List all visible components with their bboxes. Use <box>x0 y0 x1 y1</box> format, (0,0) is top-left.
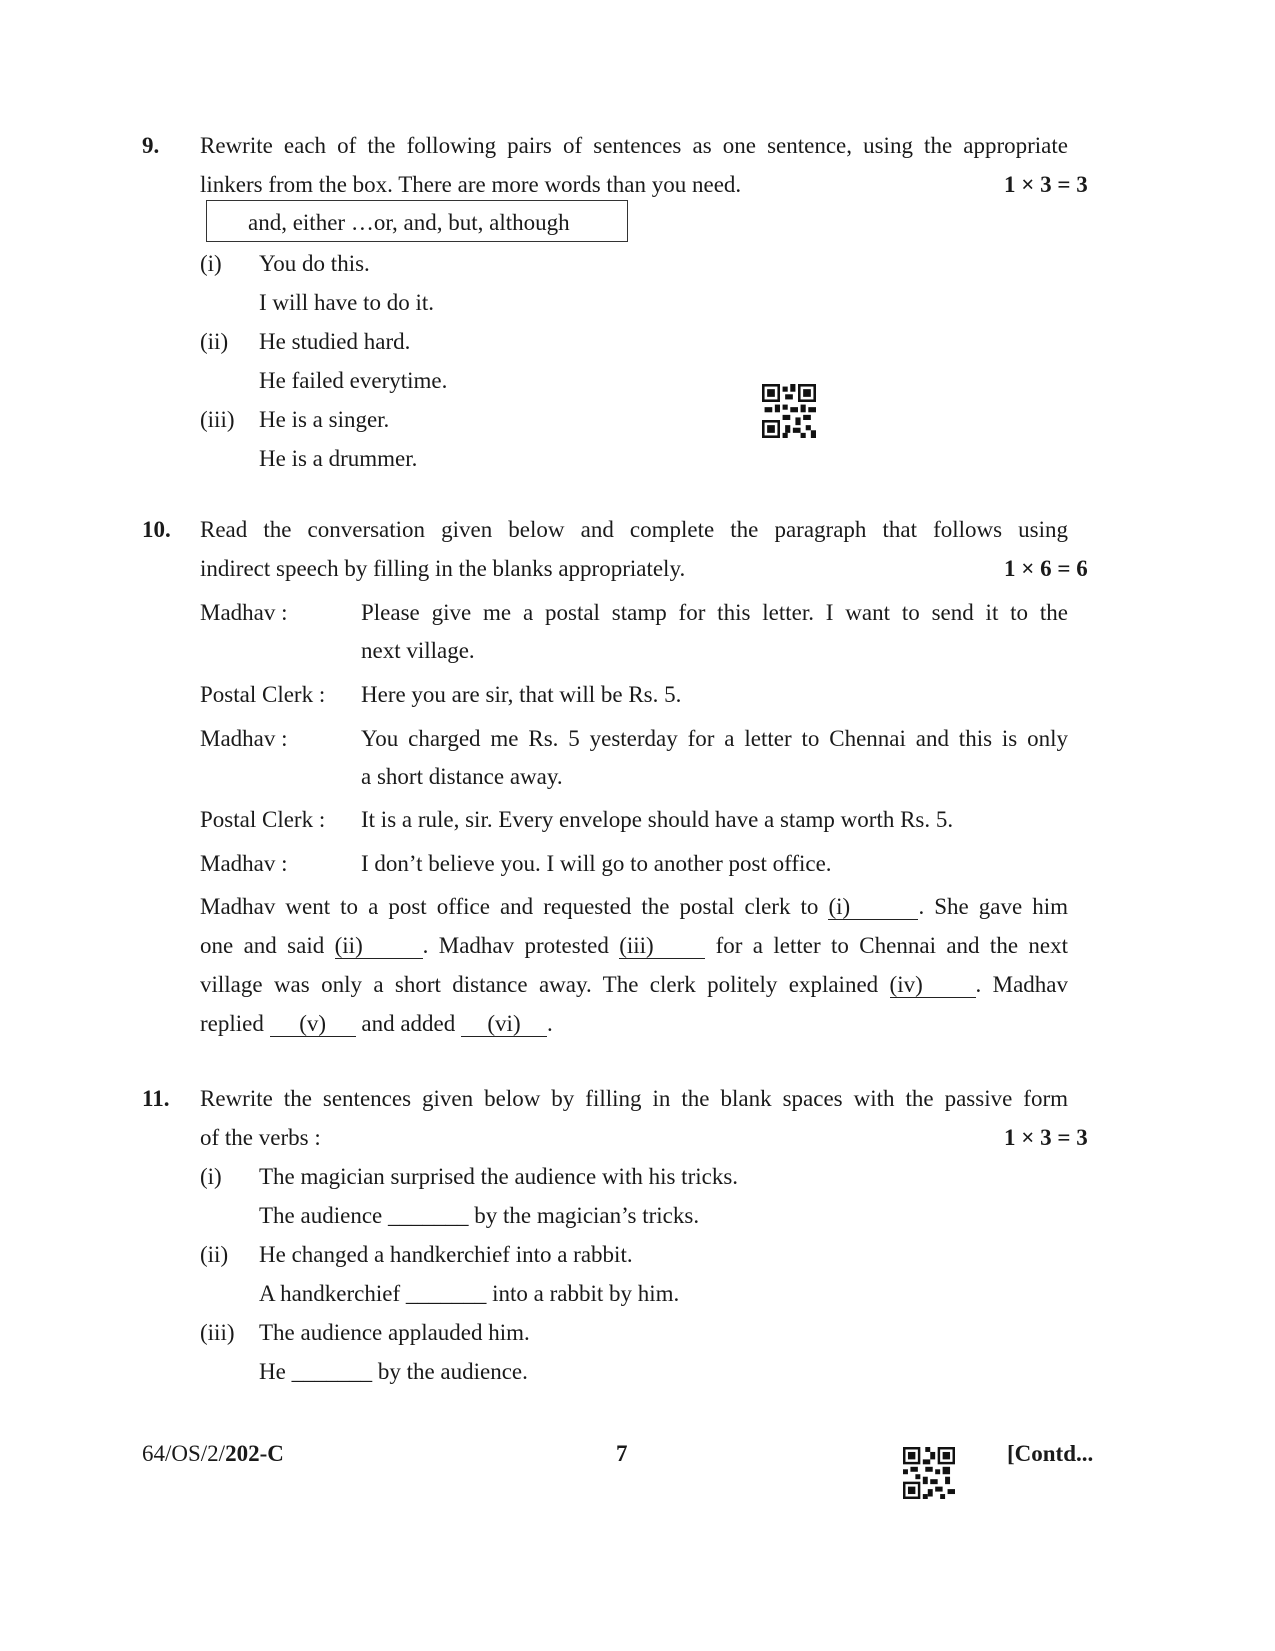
dialogue-speaker: Madhav : <box>200 851 288 876</box>
q11-item-sentence: The magician surprised the audience with his tricks. <box>259 1164 739 1189</box>
q10-instruction-line2: indirect speech by filling in the blanks appropriately. <box>200 556 686 581</box>
q9-item-sentence: He failed everytime. <box>259 368 448 393</box>
qr-code-icon <box>762 384 816 438</box>
paragraph-text: one and said <box>200 933 325 958</box>
q11-item-sentence: He changed a handkerchief into a rabbit. <box>259 1242 633 1267</box>
q11-instruction-line1: Rewrite the sentences given below by filling in the blank spaces with the passive form <box>200 1086 1068 1111</box>
q11-instruction-line2: of the verbs : <box>200 1125 321 1150</box>
q9-marks: 1 × 3 = 3 <box>1004 172 1088 197</box>
paragraph-line-1 <box>200 894 1068 920</box>
q9-instruction-line2: linkers from the box. There are more words than you need. <box>200 172 742 197</box>
paragraph-text: replied <box>200 1011 264 1036</box>
q11-marks: 1 × 3 = 3 <box>1004 1125 1088 1150</box>
q9-item-sentence: I will have to do it. <box>259 290 435 315</box>
blank-ii: (ii) <box>335 934 423 959</box>
paragraph-text: . Madhav <box>975 972 1069 997</box>
q10-number: 10. <box>142 517 171 542</box>
dialogue-line: Here you are sir, that will be Rs. 5. <box>361 682 682 707</box>
blank-iii: (iii) <box>619 934 705 959</box>
dialogue-speaker: Madhav : <box>200 600 288 625</box>
dialogue-line: It is a rule, sir. Every envelope should have a stamp worth Rs. 5. <box>361 807 954 832</box>
q10-instruction-line1: Read the conversation given below and complete the paragraph that follows using <box>200 517 1068 542</box>
paper-code <box>142 1441 284 1467</box>
q11-item-label: (i) <box>200 1164 222 1189</box>
continued-label: [Contd... <box>1007 1441 1094 1466</box>
dialogue-line: You charged me Rs. 5 yesterday for a letter to Chennai and this is only <box>361 726 1068 751</box>
paragraph-line-3 <box>200 972 1068 998</box>
q11-number: 11. <box>142 1086 170 1111</box>
q9-item-sentence: He is a drummer. <box>259 446 418 471</box>
dialogue-speaker: Postal Clerk : <box>200 807 326 832</box>
q9-number: 9. <box>142 133 160 158</box>
q11-item-label: (iii) <box>200 1320 235 1345</box>
q9-instruction-line1: Rewrite each of the following pairs of sentences as one sentence, using the appropriate <box>200 133 1068 158</box>
q11-item-sentence: He _______ by the audience. <box>259 1359 528 1384</box>
q9-item-sentence: He is a singer. <box>259 407 390 432</box>
linkers-box <box>206 200 628 242</box>
linkers-box-text: and, either …or, and, but, although <box>248 210 570 235</box>
q9-item-sentence: He studied hard. <box>259 329 411 354</box>
paper-code-prefix: 64/OS/2/ <box>142 1441 226 1466</box>
dialogue-line: a short distance away. <box>361 764 563 789</box>
dialogue-line: next village. <box>361 638 475 663</box>
paragraph-text: for a letter to Chennai and the next <box>715 933 1069 958</box>
q11-item-label: (ii) <box>200 1242 229 1267</box>
q11-item-sentence: The audience _______ by the magician’s tricks. <box>259 1203 700 1228</box>
paragraph-text: . Madhav protested <box>422 933 609 958</box>
dialogue-speaker: Postal Clerk : <box>200 682 326 707</box>
q9-item-label: (iii) <box>200 407 235 432</box>
q9-item-label: (i) <box>200 251 222 276</box>
dialogue-speaker: Madhav : <box>200 726 288 751</box>
paragraph-line-2 <box>200 933 1068 959</box>
q11-item-sentence: A handkerchief _______ into a rabbit by him. <box>259 1281 680 1306</box>
q10-marks: 1 × 6 = 6 <box>1004 556 1088 581</box>
paragraph-text: . <box>547 1011 553 1036</box>
paragraph-text: . She gave him <box>918 894 1069 919</box>
page-number: 7 <box>616 1441 628 1466</box>
q9-item-label: (ii) <box>200 329 229 354</box>
blank-iv: (iv) <box>890 973 976 998</box>
paragraph-text: Madhav went to a post office and requested the postal clerk to <box>200 894 819 919</box>
q11-item-sentence: The audience applauded him. <box>259 1320 530 1345</box>
qr-code-icon <box>903 1447 955 1499</box>
paragraph-line-4 <box>200 1011 553 1037</box>
q9-item-sentence: You do this. <box>259 251 370 276</box>
blank-i: (i) <box>828 895 918 920</box>
paper-code-set: 202-C <box>225 1441 284 1466</box>
paragraph-text: village was only a short distance away. The clerk politely explained <box>200 972 879 997</box>
blank-v: (v) <box>270 1012 356 1037</box>
dialogue-line: Please give me a postal stamp for this letter. I want to send it to the <box>361 600 1068 625</box>
blank-vi: (vi) <box>461 1012 547 1037</box>
paragraph-text: and added <box>361 1011 456 1036</box>
dialogue-line: I don’t believe you. I will go to another post office. <box>361 851 832 876</box>
